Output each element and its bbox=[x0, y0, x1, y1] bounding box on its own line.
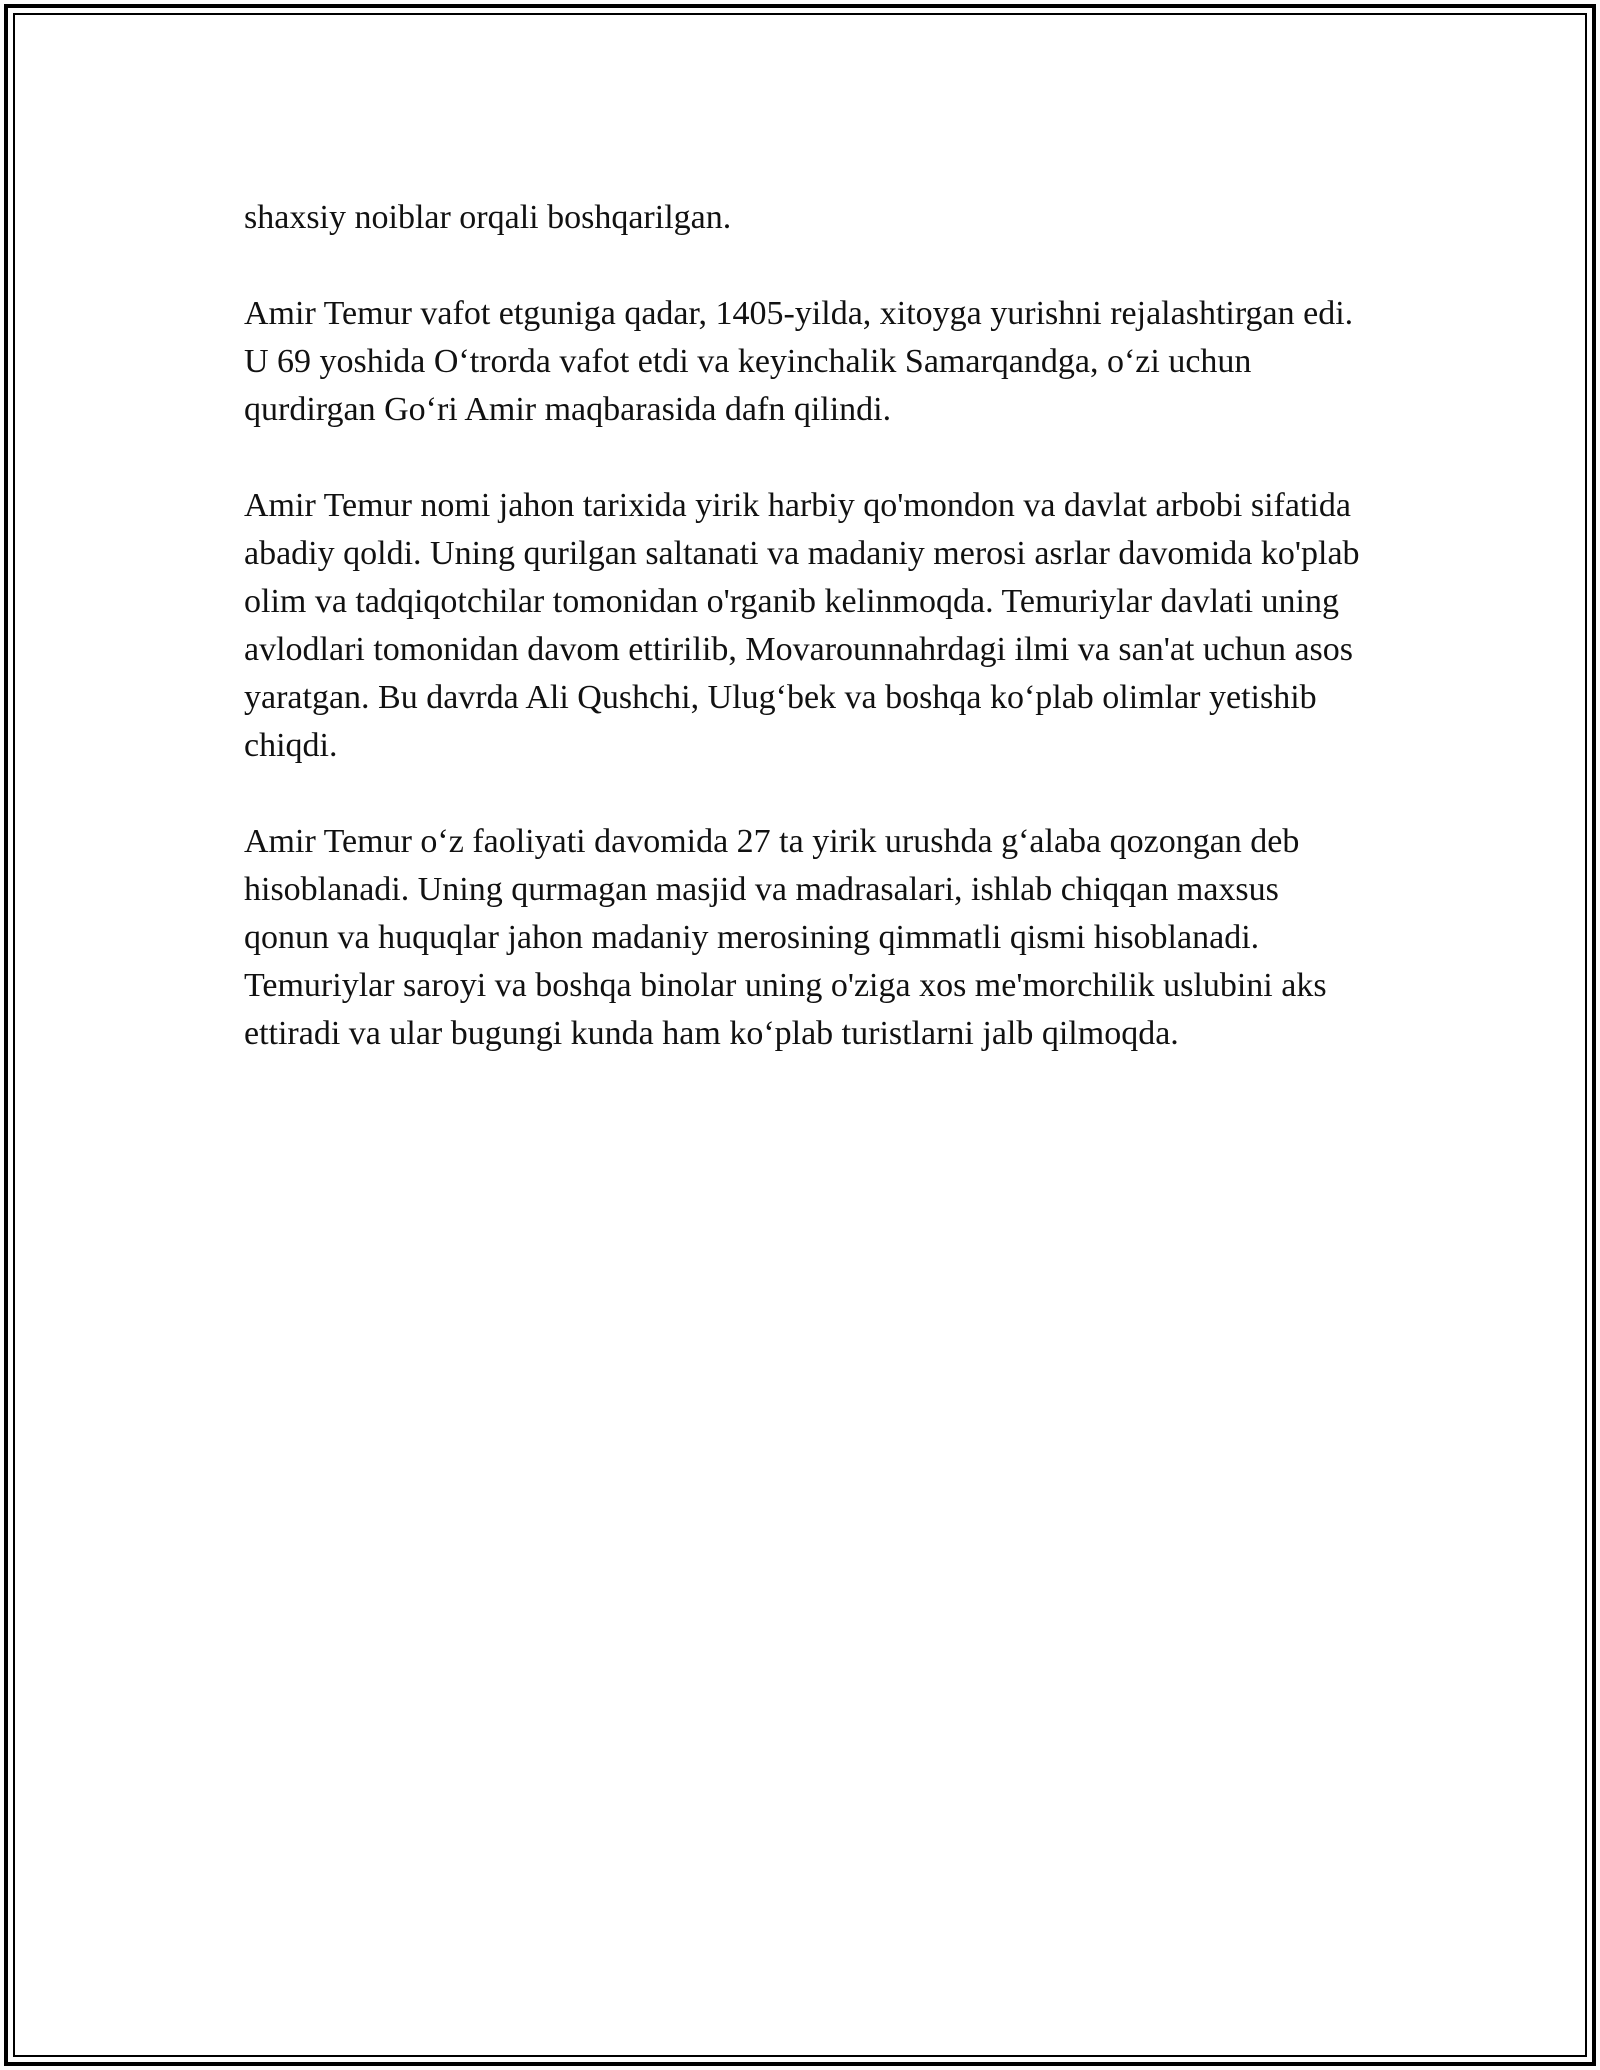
paragraph-1: shaxsiy noiblar orqali boshqarilgan. bbox=[244, 199, 732, 236]
paragraph-2: Amir Temur vafot etguniga qadar, 1405-yilda, xitoyga yurishni rejalashtirgan edi. U 69 yoshida O‘trorda vafot etdi va keyinchalik Samarqandga, o‘zi uchun qurdirgan Go‘ri Amir maqbarasida dafn qilindi. bbox=[244, 295, 1354, 428]
paragraph-3: Amir Temur nomi jahon tarixida yirik harbiy qo'mondon va davlat arbobi sifatida abadiy qoldi. Uning qurilgan saltanati va madaniy merosi asrlar davomida ko'plab olim va tadqiqotchilar tomonidan o'rganib kelinmoqda. Temuriylar davlati uning avlodlari tomonidan davom ettirilib, Movarounnahrdagi ilmi va san'at uchun asos yaratgan. Bu davrda Ali Qushchi, Ulug‘bek va boshqa ko‘plab olimlar yetishib chiqdi. bbox=[244, 487, 1360, 764]
paragraph-4: Amir Temur o‘z faoliyati davomida 27 ta yirik urushda g‘alaba qozongan deb hisoblanadi. Uning qurmagan masjid va madrasalari, ishlab chiqqan maxsus qonun va huquqlar jahon madaniy merosining qimmatli qismi hisoblanadi. Temuriylar saroyi va boshqa binolar uning o'ziga xos me'morchilik uslubini aks ettiradi va ular bugungi kunda ham ko‘plab turistlarni jalb qilmoqda. bbox=[244, 823, 1327, 1052]
document-body bbox=[244, 194, 1364, 1106]
document-page bbox=[4, 4, 1596, 2066]
